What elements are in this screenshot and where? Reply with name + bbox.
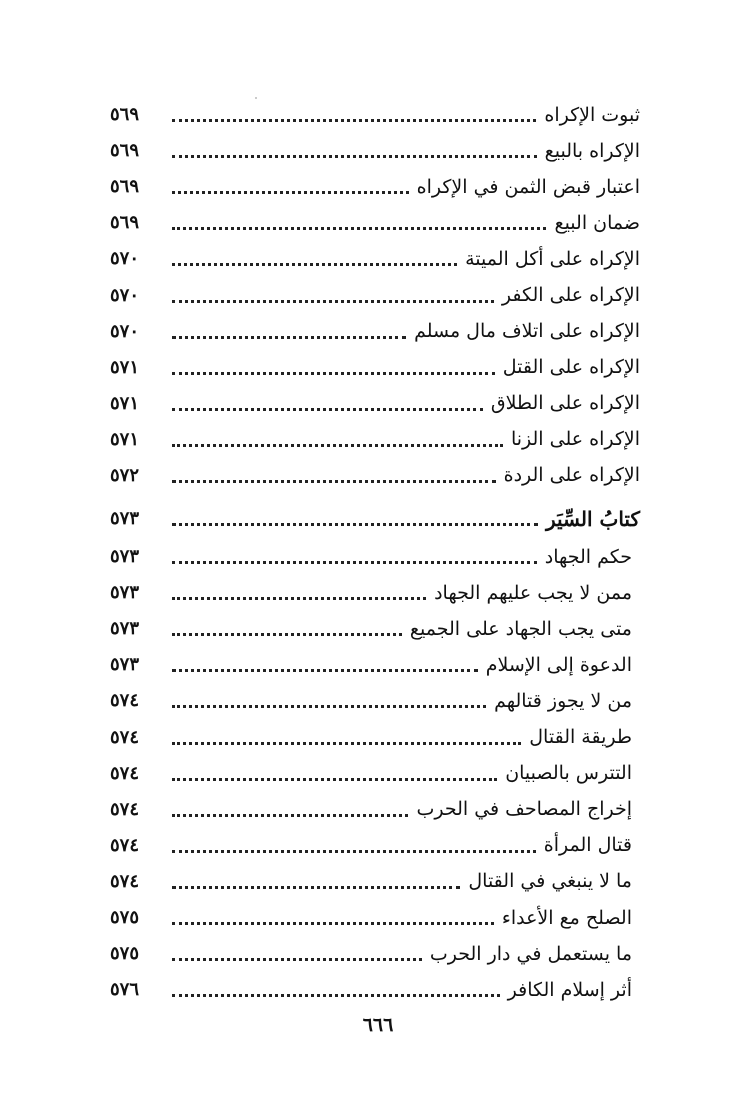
entry-title: الإكراه بالبيع bbox=[544, 139, 640, 162]
entry-title: ما يستعمل في دار الحرب bbox=[429, 942, 632, 965]
entry-page-number: ٥٧١ bbox=[110, 356, 140, 378]
entry-page-number: ٥٧٣ bbox=[110, 508, 140, 530]
dot-leader bbox=[172, 921, 494, 925]
entry-page-number: ٥٧٣ bbox=[110, 546, 140, 568]
toc-entry-row bbox=[110, 97, 640, 133]
toc-entry-row bbox=[110, 720, 640, 756]
entry-page-number: ٥٧٥ bbox=[110, 943, 140, 965]
entry-title: من لا يجوز قتالهم bbox=[494, 689, 632, 712]
toc-entry-row bbox=[110, 611, 640, 647]
entry-page-number: ٥٧٤ bbox=[110, 762, 140, 784]
entry-title: الإكراه على الكفر bbox=[501, 284, 640, 307]
table-of-contents bbox=[110, 97, 640, 1008]
toc-entry-row bbox=[110, 828, 640, 864]
entry-page-number: ٥٧٣ bbox=[110, 582, 140, 604]
dot-leader bbox=[172, 849, 536, 853]
toc-entry-row bbox=[110, 539, 640, 575]
entry-title: الإكراه على الزنا bbox=[510, 428, 640, 451]
entry-title: ثبوت الإكراه bbox=[544, 103, 640, 126]
entry-title: ضمان البيع bbox=[554, 211, 640, 234]
page-number-footer: ٦٦٦ bbox=[362, 1014, 394, 1036]
dot-leader bbox=[172, 993, 500, 997]
toc-entry-row bbox=[110, 277, 640, 313]
entry-title: ممن لا يجب عليهم الجهاد bbox=[434, 581, 632, 604]
toc-entry-row bbox=[110, 756, 640, 792]
entry-title: متى يجب الجهاد على الجميع bbox=[409, 617, 632, 640]
dot-leader bbox=[172, 813, 408, 817]
entry-title: أثر إسلام الكافر bbox=[507, 978, 632, 1001]
chapter-title: كتابُ السِّيَر bbox=[545, 507, 640, 532]
entry-page-number: ٥٧٣ bbox=[110, 618, 140, 640]
dot-leader bbox=[172, 560, 537, 564]
entry-page-number: ٥٦٩ bbox=[110, 212, 140, 234]
dot-leader bbox=[172, 118, 536, 122]
entry-title: اعتبار قبض الثمن في الإكراه bbox=[416, 175, 640, 198]
toc-entry-row bbox=[110, 241, 640, 277]
toc-chapter-row bbox=[110, 499, 640, 539]
dot-leader bbox=[172, 407, 483, 411]
entry-title: إخراج المصاحف في الحرب bbox=[416, 798, 632, 821]
entry-title: الدعوة إلى الإسلام bbox=[485, 653, 632, 676]
entry-title: الصلح مع الأعداء bbox=[501, 906, 632, 929]
toc-entry-row bbox=[110, 647, 640, 683]
toc-entry-row bbox=[110, 422, 640, 458]
entry-page-number: ٥٧٠ bbox=[110, 320, 140, 342]
dot-leader bbox=[172, 479, 496, 483]
entry-page-number: ٥٦٩ bbox=[110, 140, 140, 162]
toc-entry-row bbox=[110, 169, 640, 205]
entry-page-number: ٥٦٩ bbox=[110, 104, 140, 126]
entry-title: الإكراه على الطلاق bbox=[490, 392, 640, 415]
entry-page-number: ٥٧١ bbox=[110, 392, 140, 414]
toc-entry-row bbox=[110, 864, 640, 900]
entry-page-number: ٥٧٤ bbox=[110, 690, 140, 712]
toc-entry-row bbox=[110, 314, 640, 350]
dot-leader bbox=[172, 154, 537, 158]
entry-title: الإكراه على اتلاف مال مسلم bbox=[414, 320, 640, 343]
toc-entry-row bbox=[110, 350, 640, 386]
dot-leader bbox=[172, 596, 426, 600]
dot-leader bbox=[172, 704, 486, 708]
entry-page-number: ٥٧٠ bbox=[110, 284, 140, 306]
entry-title: الإكراه على الردة bbox=[503, 464, 640, 487]
entry-title: التترس بالصبيان bbox=[505, 762, 632, 785]
entry-title: طريقة القتال bbox=[529, 726, 632, 749]
entry-page-number: ٥٧٢ bbox=[110, 464, 140, 486]
entry-title: قتال المرأة bbox=[543, 834, 632, 857]
entry-page-number: ٥٧٤ bbox=[110, 726, 140, 748]
toc-entry-row bbox=[110, 458, 640, 494]
dot-leader bbox=[172, 262, 457, 266]
entry-title: الإكراه على أكل الميتة bbox=[465, 247, 640, 270]
dot-leader bbox=[172, 777, 497, 781]
dot-leader bbox=[172, 299, 494, 303]
dot-leader bbox=[172, 335, 406, 339]
entry-page-number: ٥٧٤ bbox=[110, 798, 140, 820]
dot-leader bbox=[172, 443, 503, 447]
entry-page-number: ٥٧١ bbox=[110, 428, 140, 450]
toc-entry-row bbox=[110, 205, 640, 241]
toc-entry-row bbox=[110, 575, 640, 611]
dot-leader bbox=[172, 371, 495, 375]
toc-entry-row bbox=[110, 972, 640, 1008]
entry-page-number: ٥٧٤ bbox=[110, 834, 140, 856]
entry-title: ما لا ينبغي في القتال bbox=[468, 870, 632, 893]
entry-title: الإكراه على القتل bbox=[502, 356, 640, 379]
dot-leader bbox=[172, 957, 422, 961]
entry-page-number: ٥٧٥ bbox=[110, 907, 140, 929]
entry-page-number: ٥٧٦ bbox=[110, 979, 140, 1001]
toc-entry-row bbox=[110, 683, 640, 719]
dot-leader bbox=[172, 741, 521, 745]
dot-leader bbox=[172, 226, 546, 230]
entry-page-number: ٥٧٣ bbox=[110, 654, 140, 676]
dot-leader bbox=[172, 632, 402, 636]
toc-entry-row bbox=[110, 792, 640, 828]
entry-page-number: ٥٦٩ bbox=[110, 176, 140, 198]
toc-entry-row bbox=[110, 900, 640, 936]
entry-title: حكم الجهاد bbox=[544, 545, 632, 568]
toc-entry-row bbox=[110, 936, 640, 972]
toc-entry-row bbox=[110, 133, 640, 169]
dot-leader bbox=[172, 668, 478, 672]
entry-page-number: ٥٧٠ bbox=[110, 248, 140, 270]
entry-page-number: ٥٧٤ bbox=[110, 870, 140, 892]
dot-leader bbox=[172, 522, 538, 526]
dot-leader bbox=[172, 885, 460, 889]
toc-entry-row bbox=[110, 386, 640, 422]
dot-leader bbox=[172, 190, 409, 194]
